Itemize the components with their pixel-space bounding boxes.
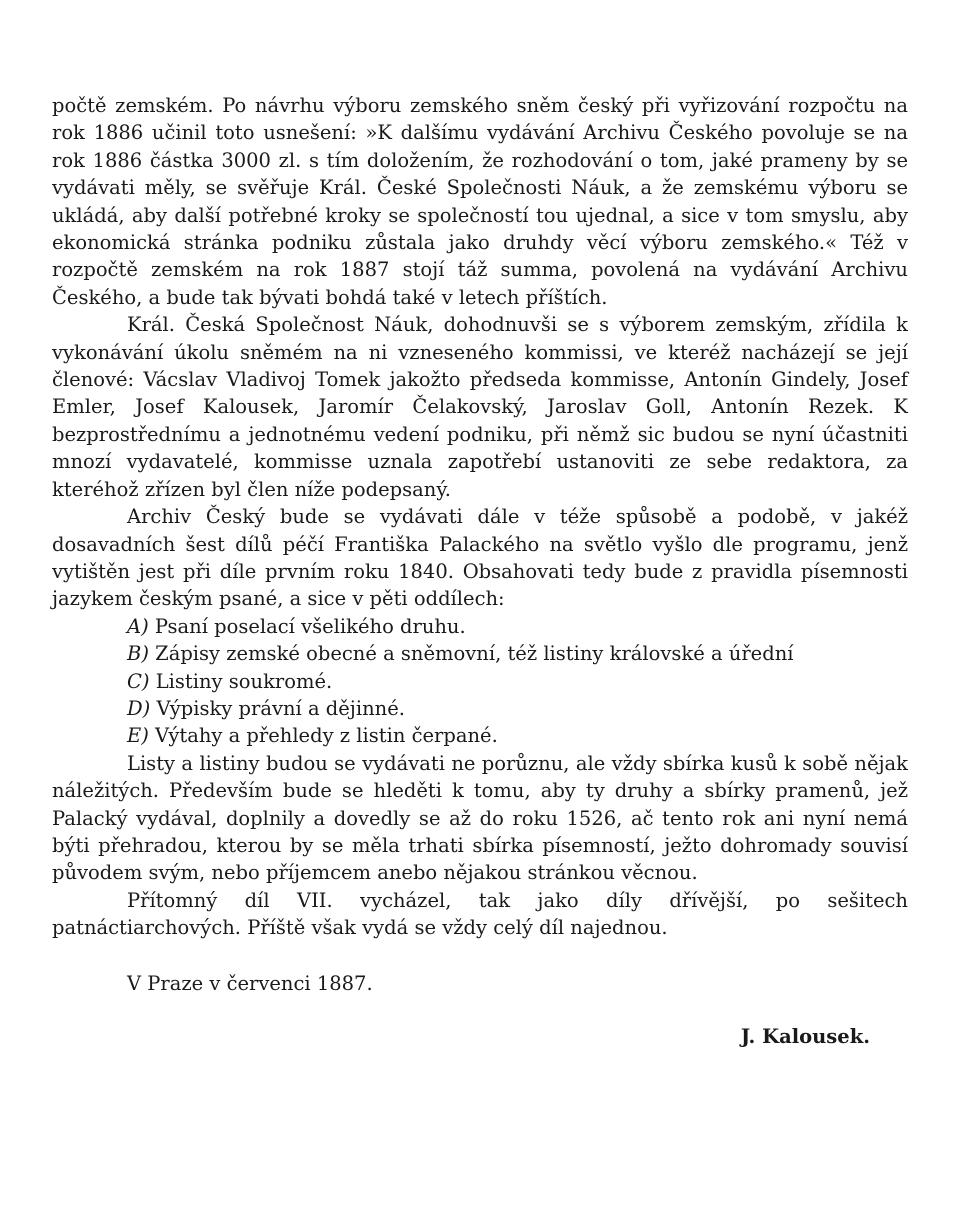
list-letter: B) [127, 642, 149, 666]
paragraph-letters: Listy a listiny budou se vydávati ne porůznu, ale vždy sbírka kusů k sobě nějak náležitých. Především bude se hleděti k tomu, aby ty druhy a sbírky pramenů, jež Palacký vydával, doplnily a dovedly se až do roku 1526, ač tento rok ani nyní nemá býti přehradou, kterou by se měla trhati sbírka písemností, ježto dohromady souvisí původem svým, nebo příjemcem anebo nějakou stránkou věcnou. [52, 751, 908, 885]
signature: J. Kalousek. [740, 1025, 870, 1048]
list-text: Psaní poselací všelikého druhu. [154, 614, 466, 638]
paragraph-budget: počtě zemském. Po návrhu výboru zemského sněm český při vyřizování rozpočtu na rok 1886 učinil toto usnešení: »K dalšímu vydávání Archivu Českého povoluje se na rok 1886 částka 3000 zl. s tím doložením, že rozhodování o tom, jaké prameny by se vydávati měly, se svěřuje Král. České Společnosti Náuk, a že zemskému výboru se ukládá, aby další potřebné kroky se společností tou ujednal, a sice v tom smyslu, aby ekonomická stránka podniku zůstala jako druhdy věcí výboru zemského.« Též v rozpočtě zemském na rok 1887 stojí táž summa, povolená na vydávání Archivu Českého, a bude tak bývati bohdá také v letech příštích. [52, 94, 908, 309]
paragraph-commission: Král. Česká Společnost Náuk, dohodnuvši se s výborem zemským, zřídila k vykonávání úkolu sněmém na ni vzneseného kommissi, ve kteréž nacházejí se její členové: Vácslav Vladivoj Tomek jakožto předseda kommisse, Antonín Gindely, Josef Emler, Josef Kalousek, Jaromír Čelakovský, Jaroslav Goll, Antonín Rezek. K bezprostřednímu a jednotnému vedení podniku, při němž sic budou se nyní účastniti mnozí vydavatelé, kommisse uznala zapotřebí ustanoviti ze sebe redaktora, za kteréhož zřízen byl člen níže podepsaný. [52, 313, 908, 501]
list-item [52, 668, 908, 695]
paragraph-present-volume: Přítomný díl VII. vycházel, tak jako díly dřívější, po sešitech patnáctiarchových. Příště však vydá se vždy celý díl najednou. [52, 888, 908, 940]
list-item [52, 640, 908, 667]
section-list [52, 613, 908, 750]
list-text: Zápisy zemské obecné a sněmovní, též listiny královské a úřední [155, 642, 794, 666]
document-page [52, 92, 908, 1050]
list-item [52, 722, 908, 749]
list-item [52, 613, 908, 640]
list-item [52, 695, 908, 722]
list-text: Listiny soukromé. [155, 669, 333, 693]
list-letter: A) [127, 614, 149, 638]
list-letter: E) [127, 724, 149, 748]
place-date: V Praze v červenci 1887. [127, 971, 373, 995]
list-letter: D) [127, 696, 151, 720]
paragraph-program: Archiv Český bude se vydávati dále v téže spůsobě a podobě, v jakéž dosavadních šest dílů péčí Františka Palackého na světlo vyšlo dle programu, jenž vytištěn jest při díle prvním roku 1840. Obsahovati tedy bude z pravidla písemnosti jazykem českým psané, a sice v pěti oddílech: [52, 505, 908, 611]
list-text: Výpisky právní a dějinné. [156, 696, 405, 720]
list-letter: C) [127, 669, 150, 693]
list-text: Výtahy a přehledy z listin čerpané. [155, 724, 498, 748]
